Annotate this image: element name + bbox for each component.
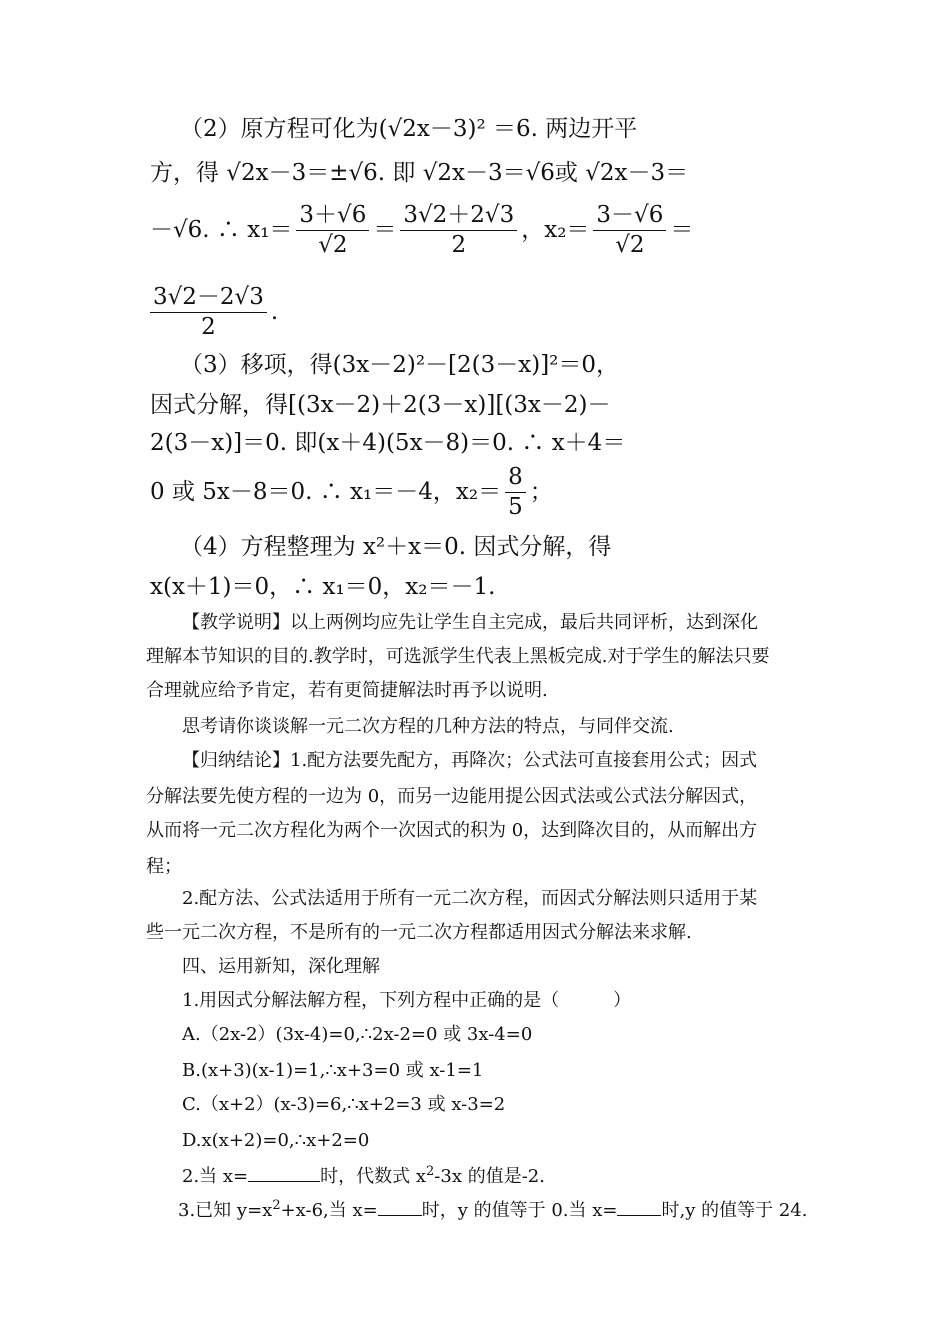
x2-label: ，x₂＝	[521, 217, 590, 243]
option-b: B.(x+3)(x-1)=1,∴x+3=0 或 x-1=1	[182, 1060, 484, 1081]
fraction-5	[505, 466, 526, 519]
question-3-exponent: 2	[272, 1198, 281, 1213]
conclusion-line-1: 【归纳结论】1.配方法要先配方，再降次；公式法可直接套用公式；因式	[182, 750, 758, 771]
conclusion-2-line-1: 2.配方法、公式法适用于所有一元二次方程，而因式分解法则只适用于某	[182, 888, 758, 909]
equals-sign-2: ＝	[670, 217, 694, 243]
option-c: C.（x+2）(x-3)=6,∴x+2=3 或 x-3=2	[182, 1094, 506, 1115]
answer-blank-q3-second[interactable]	[617, 1199, 661, 1216]
teaching-note-line-2: 理解本节知识的目的.教学时，可选派学生代表上黑板完成.对于学生的解法只要	[146, 646, 770, 667]
math-line-8	[150, 466, 650, 519]
math-line-6: 因式分解，得[(3x－2)＋2(3－x)][(3x－2)－	[150, 392, 611, 418]
fraction-2	[400, 204, 517, 257]
fraction-3-denominator: √2	[615, 232, 645, 258]
math-line-10: x(x＋1)＝0，∴ x₁＝0，x₂＝－1.	[150, 574, 496, 600]
equals-sign: ＝	[373, 217, 397, 243]
question-3	[178, 1198, 807, 1222]
question-3-part-d: 时,y 的值等于 24.	[661, 1200, 808, 1221]
math-line-3-prefix: －√6. ∴ x₁＝	[150, 217, 293, 243]
section-heading: 四、运用新知，深化理解	[182, 956, 380, 977]
fraction-4-numerator: 3√2－2√3	[150, 286, 267, 313]
option-d: D.x(x+2)=0,∴x+2=0	[182, 1130, 370, 1151]
question-1: 1.用因式分解法解方程，下列方程中正确的是（ ）	[182, 990, 632, 1011]
math-line-2: 方，得 √2x－3＝±√6. 即 √2x－3＝√6或 √2x－3＝	[150, 160, 689, 186]
fraction-5-denominator: 5	[508, 494, 523, 520]
period: .	[270, 299, 279, 325]
question-2-suffix: -3x 的值是-2.	[434, 1166, 545, 1187]
question-2	[182, 1164, 545, 1188]
fraction-4-denominator: 2	[201, 314, 216, 340]
fraction-2-numerator: 3√2＋2√3	[400, 204, 517, 231]
question-3-part-c: 时，y 的值等于 0.当 x=	[421, 1200, 618, 1221]
question-3-part-a: 3.已知 y=x	[178, 1200, 273, 1221]
question-2-middle: 时，代数式 x	[320, 1166, 427, 1187]
teaching-note-line-1: 【教学说明】以上两例均应先让学生自主完成，最后共同评析，达到深化	[182, 612, 758, 633]
fraction-5-numerator: 8	[505, 466, 526, 493]
teaching-note-line-3: 合理就应给予肯定，若有更简捷解法时再予以说明.	[146, 680, 548, 701]
question-2-exponent: 2	[426, 1164, 435, 1179]
conclusion-line-4: 程；	[146, 856, 182, 877]
math-line-8-suffix: ；	[529, 479, 553, 505]
answer-blank-q2[interactable]	[248, 1165, 320, 1182]
conclusion-2-line-2: 些一元二次方程，不是所有的一元二次方程都适用因式分解法来求解.	[146, 922, 692, 943]
fraction-1-denominator: √2	[318, 232, 348, 258]
fraction-4	[150, 286, 267, 339]
math-line-7: 2(3－x)]＝0. 即(x＋4)(5x－8)＝0. ∴ x＋4＝	[150, 430, 626, 456]
fraction-3-numerator: 3－√6	[593, 204, 666, 231]
math-line-4	[150, 286, 650, 339]
math-line-8-prefix: 0 或 5x－8＝0. ∴ x₁＝－4，x₂＝	[150, 479, 502, 505]
conclusion-line-2: 分解法要先使方程的一边为 0，而另一边能用提公因式法或公式法分解因式，	[146, 786, 758, 807]
think-prompt: 思考请你谈谈解一元二次方程的几种方法的特点，与同伴交流.	[182, 716, 674, 737]
fraction-2-denominator: 2	[451, 232, 467, 258]
question-2-prefix: 2.当 x=	[182, 1166, 249, 1187]
answer-blank-q3-first[interactable]	[378, 1199, 422, 1216]
option-a: A.（2x-2）(3x-4)=0,∴2x-2=0 或 3x-4=0	[182, 1024, 533, 1045]
question-3-part-b: +x-6,当 x=	[280, 1200, 378, 1221]
fraction-1-numerator: 3＋√6	[296, 204, 369, 231]
fraction-1	[296, 204, 369, 257]
math-line-1: （2）原方程可化为(√2x－3)² ＝6. 两边开平	[180, 116, 638, 142]
math-line-3	[150, 202, 694, 258]
fraction-3	[593, 204, 666, 257]
math-line-9: （4）方程整理为 x²＋x＝0. 因式分解，得	[180, 534, 612, 560]
math-line-5: （3）移项，得(3x－2)²－[2(3－x)]²＝0，	[180, 352, 620, 378]
conclusion-line-3: 从而将一元二次方程化为两个一次因式的积为 0，达到降次目的，从而解出方	[146, 820, 758, 841]
